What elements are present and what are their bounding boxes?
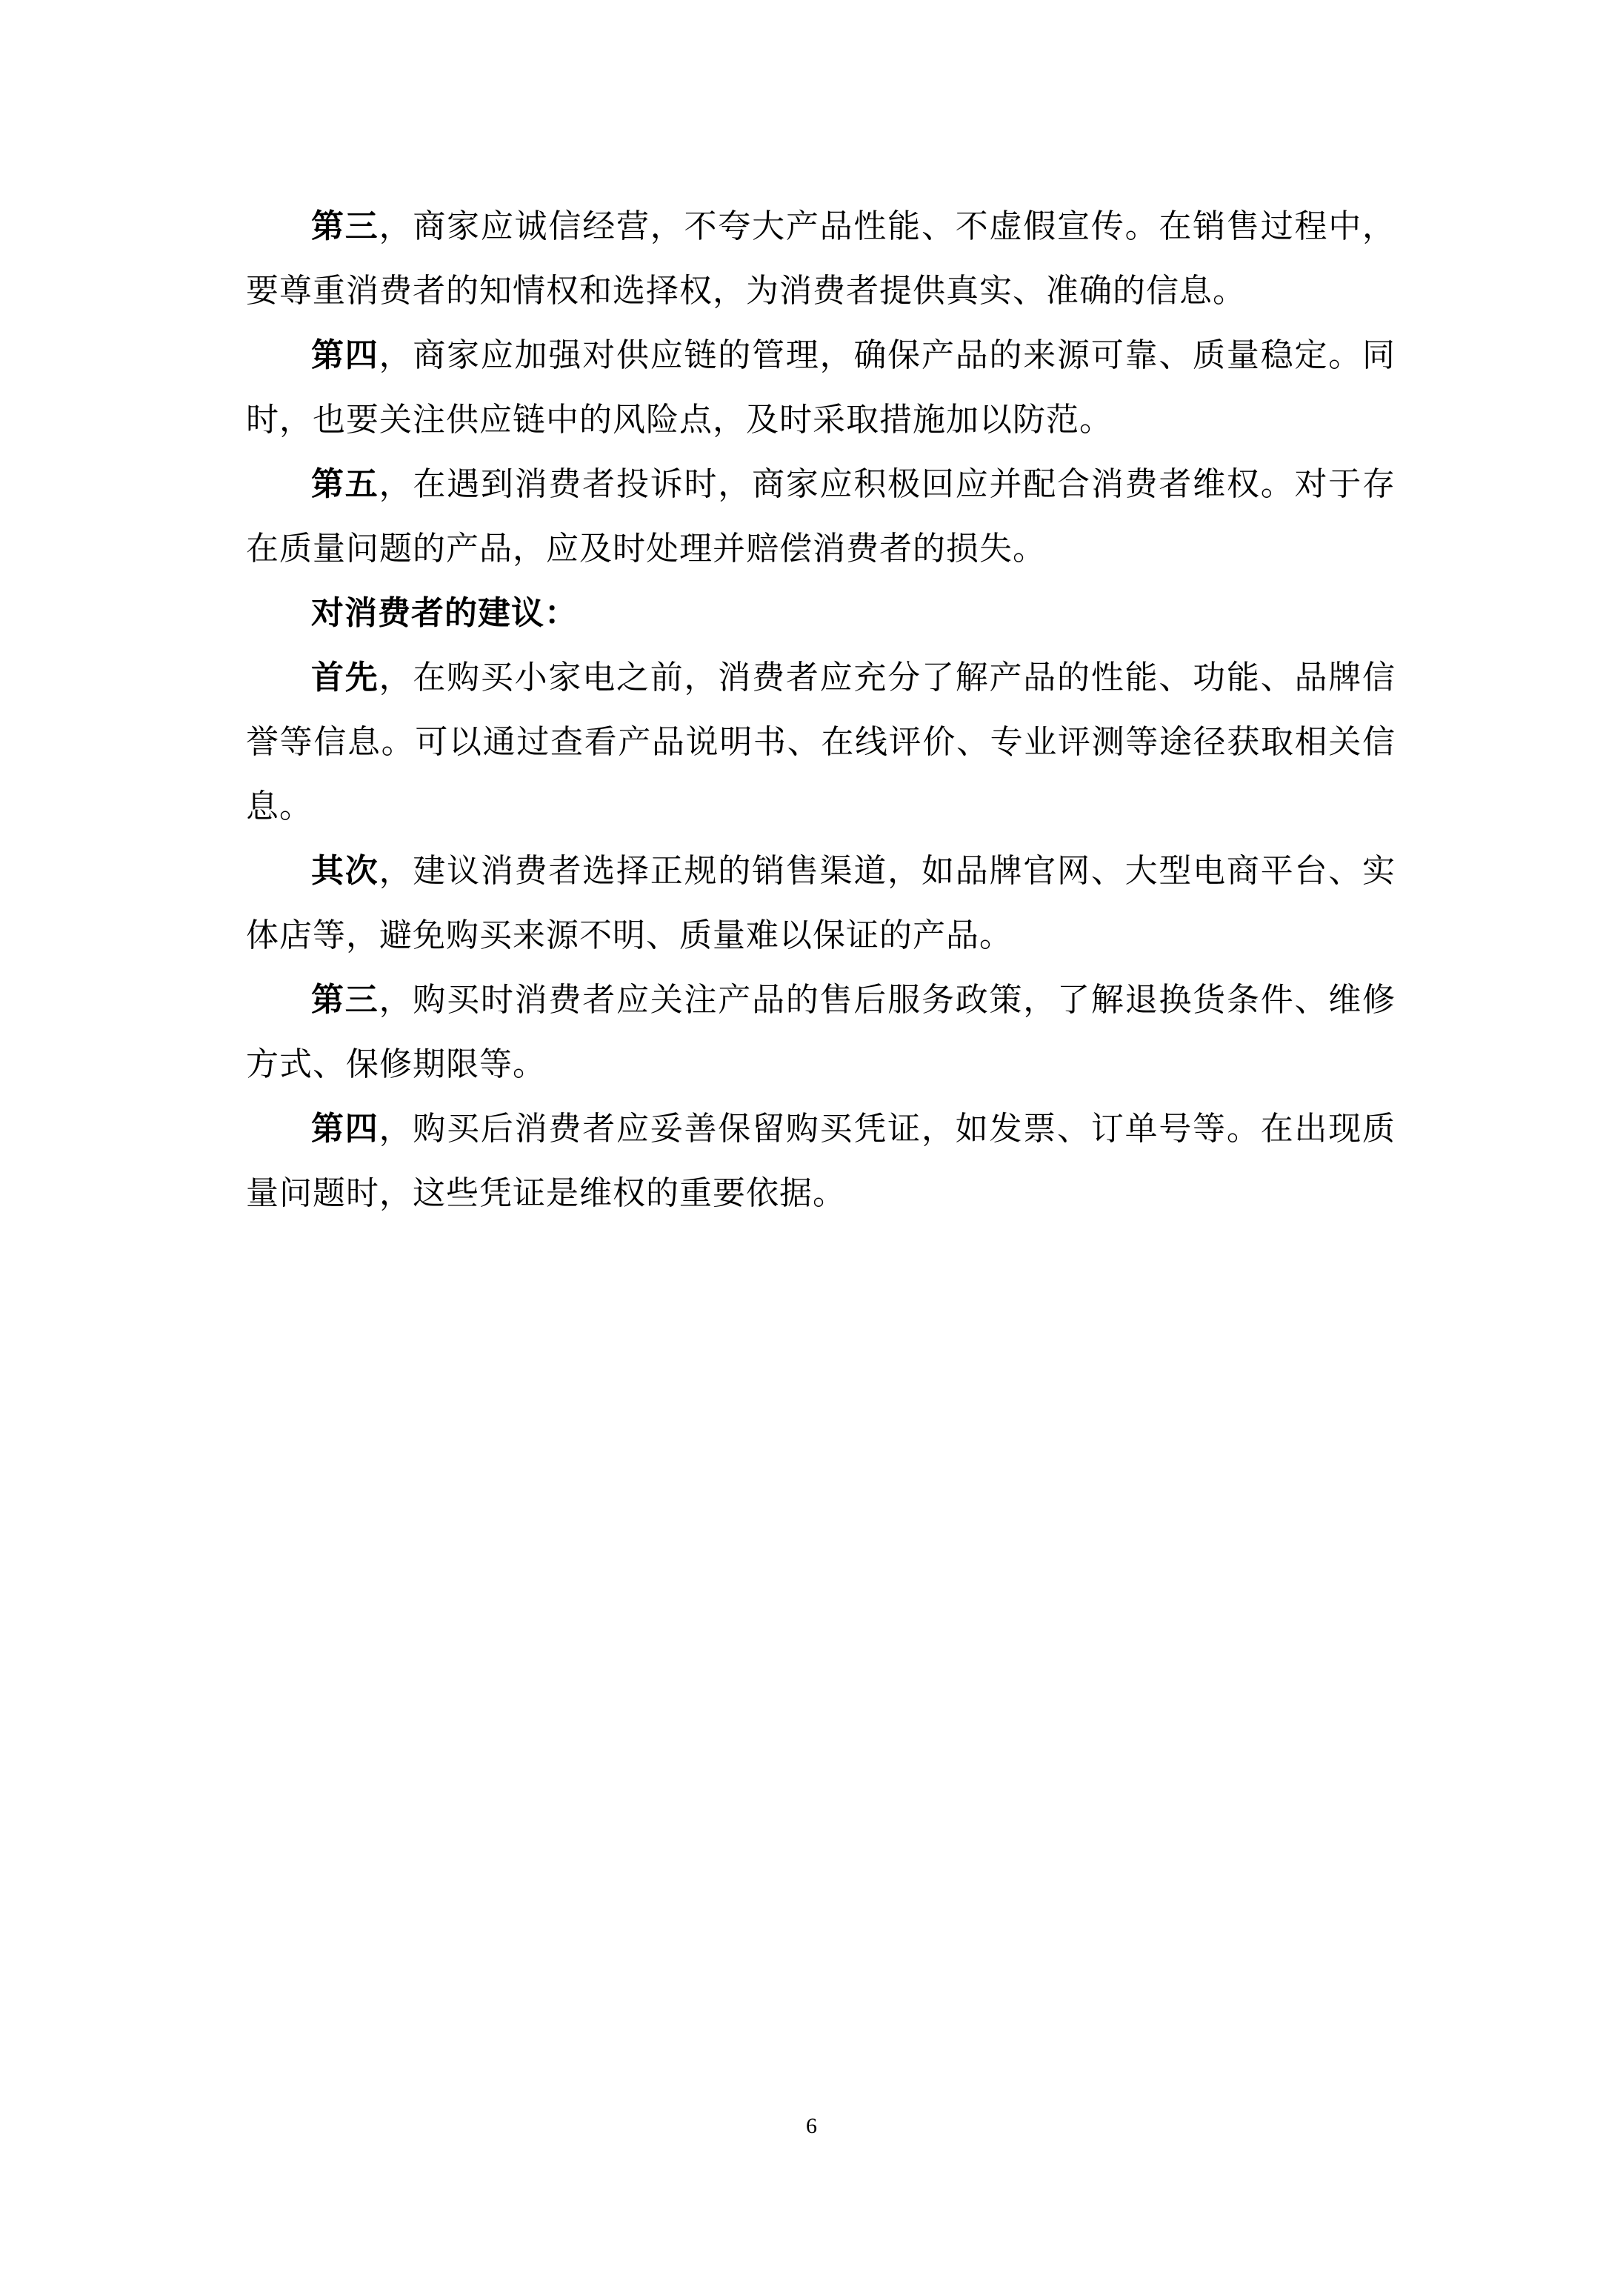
paragraph-lead: 第五: [311, 465, 379, 503]
page-number: 6: [806, 2114, 817, 2138]
paragraph-text: ，在购买小家电之前，消费者应充分了解产品的性能、功能、品牌信誉等信息。可以通过查看产品说明书、在线评价、专业评测等途径获取相关信息。: [246, 659, 1396, 825]
paragraph-lead: 第四: [311, 336, 379, 374]
merchant-paragraph-3: [246, 194, 1396, 323]
consumer-paragraph-1: [246, 645, 1396, 839]
consumer-paragraph-4: [246, 1097, 1396, 1225]
consumer-paragraph-2: [246, 839, 1396, 968]
paragraph-text: ，购买时消费者应关注产品的售后服务政策，了解退换货条件、维修方式、保修期限等。: [246, 981, 1396, 1083]
paragraph-text: ，建议消费者选择正规的销售渠道，如品牌官网、大型电商平台、实体店等，避免购买来源不明、质量难以保证的产品。: [246, 852, 1396, 954]
paragraph-lead: 其次: [311, 852, 379, 890]
document-body: [246, 194, 1396, 1225]
paragraph-lead: 第三: [311, 207, 379, 245]
merchant-paragraph-4: [246, 323, 1396, 452]
consumer-paragraph-3: [246, 968, 1396, 1097]
paragraph-lead: 第三: [311, 981, 379, 1019]
paragraph-text: ，商家应加强对供应链的管理，确保产品的来源可靠、质量稳定。同时，也要关注供应链中的风险点，及时采取措施加以防范。: [246, 336, 1396, 439]
paragraph-lead: 第四: [311, 1110, 379, 1148]
paragraph-text: ，商家应诚信经营，不夸大产品性能、不虚假宣传。在销售过程中，要尊重消费者的知情权和选择权，为消费者提供真实、准确的信息。: [246, 207, 1396, 310]
merchant-paragraph-5: [246, 452, 1396, 581]
paragraph-text: ，购买后消费者应妥善保留购买凭证，如发票、订单号等。在出现质量问题时，这些凭证是维权的重要依据。: [246, 1110, 1396, 1212]
consumer-advice-heading: 对消费者的建议：: [311, 594, 578, 632]
paragraph-text: ，在遇到消费者投诉时，商家应积极回应并配合消费者维权。对于存在质量问题的产品，应及时处理并赔偿消费者的损失。: [246, 465, 1396, 568]
paragraph-lead: 首先: [311, 659, 379, 696]
